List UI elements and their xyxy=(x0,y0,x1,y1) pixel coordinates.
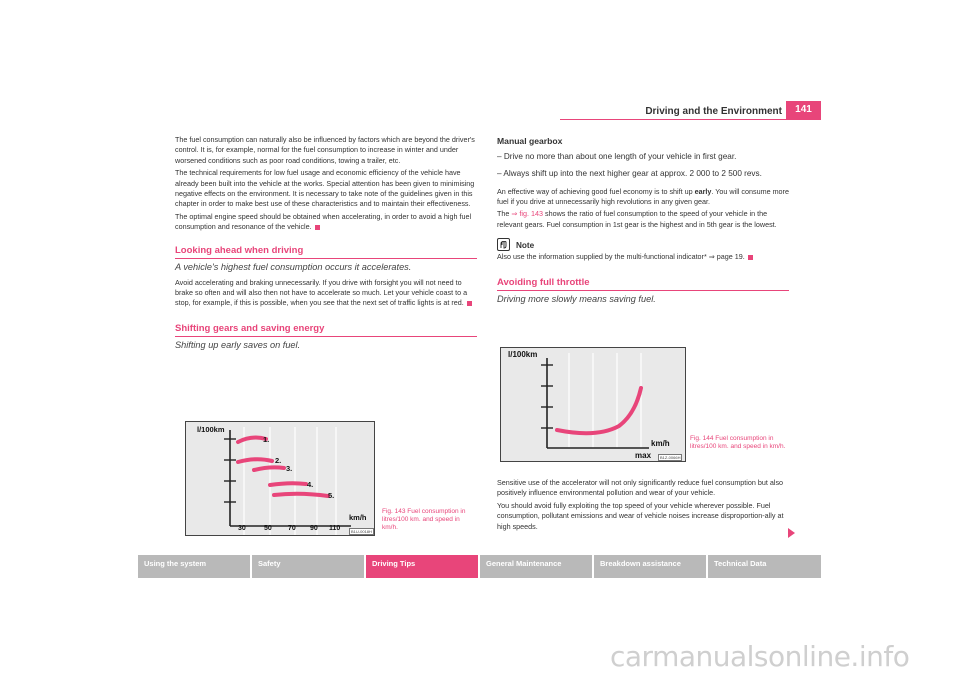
x-tick-50: 50 xyxy=(264,525,272,532)
figure-144-speed-consumption-chart xyxy=(500,347,686,462)
note-text: Also use the information supplied by the multi-functional indicator* ⇒ page 19. xyxy=(497,252,789,262)
figure-143-caption: Fig. 143 Fuel consumption in litres/100 km. and speed in km/h. xyxy=(382,508,466,531)
next-page-arrow-icon[interactable] xyxy=(788,528,795,538)
gear-label-5: 5. xyxy=(328,491,335,500)
right-column xyxy=(497,135,789,310)
left-column xyxy=(175,135,477,356)
figure-144-caption: Fig. 144 Fuel consumption in litres/100 km. and speed in km/h. xyxy=(690,435,786,450)
figure-143-gear-consumption-chart xyxy=(185,421,375,536)
header-rule xyxy=(560,119,821,120)
footer-tab-safety[interactable]: Safety xyxy=(252,555,364,578)
y-axis-label: l/100km xyxy=(508,350,538,359)
x-tick-30: 30 xyxy=(238,525,246,532)
end-marker-icon xyxy=(748,255,753,260)
gear-3-curve xyxy=(254,467,284,470)
paragraph: An effective way of achieving good fuel economy is to shift up early. You will consume more fuel if you drive at unnecessarily high revolutions in any given gear. xyxy=(497,186,789,206)
x-axis-unit: km/h xyxy=(651,439,670,448)
note-title: Note xyxy=(516,240,535,250)
watermark: carmanualsonline.info xyxy=(610,640,910,673)
gear-label-4: 4. xyxy=(307,480,314,489)
paragraph: You should avoid fully exploiting the top speed of your vehicle wherever possible. Fuel consumption, pollutant emissions and wear of vehicle noises increase disproportion-ally at high speeds. xyxy=(497,500,784,531)
section-heading-avoiding-full-throttle: Avoiding full throttle xyxy=(497,277,789,291)
paragraph: The ⇒ fig. 143 shows the ratio of fuel consumption to the speed of your vehicle in the relevant gears. Fuel consumption in 1st gear is the highest and in 5th gear is the lowest. xyxy=(497,209,777,229)
section-subtitle: A vehicle's highest fuel consumption occurs it accelerates. xyxy=(175,261,412,272)
gear-chart-svg xyxy=(186,422,374,535)
footer-tab-general-maintenance[interactable]: General Maintenance xyxy=(480,555,592,578)
section-heading-looking-ahead: Looking ahead when driving xyxy=(175,245,477,259)
gear-label-3: 3. xyxy=(286,464,293,473)
section-subtitle: Shifting up early saves on fuel. xyxy=(175,339,301,350)
note-block xyxy=(497,238,789,251)
instruction-step: – Drive no more than about one length of your vehicle in first gear. xyxy=(497,151,737,161)
page-number: 141 xyxy=(786,101,821,119)
paragraph: Avoid accelerating and braking unnecessarily. If you drive with forsight you will not need to brake so often and will also then not have to accelerate so much. Let your vehicle coast to a stop, for example, if this is possible, when you see that the next set of traffic lights is at red. xyxy=(175,278,477,309)
figure-code: B1Z-0066H xyxy=(660,455,681,460)
paragraph: The technical requirements for low fuel usage and economic efficiency of the vehicle have already been built into the vehicle at the works. Special attention has been given to minimising negative effects on the environment. It is necessary to take note of the guidelines given in this chapter in order to make best use of these characteristics and to maintain their effectiveness. xyxy=(175,168,475,209)
section-subtitle: Driving more slowly means saving fuel. xyxy=(497,293,656,304)
gear-5-curve xyxy=(274,494,328,496)
gear-4-curve xyxy=(270,483,306,485)
footer-tab-breakdown-assistance[interactable]: Breakdown assistance xyxy=(594,555,706,578)
running-header: Driving and the Environment xyxy=(645,106,782,117)
section-heading-shifting-gears: Shifting gears and saving energy xyxy=(175,323,477,337)
gear-label-2: 2. xyxy=(275,456,282,465)
paragraph: The fuel consumption can naturally also be influenced by factors which are beyond the driver's control. It is, for example, normal for the fuel consumption to increase in winter and under worsened conditions such as poor road conditions, towing a trailer, etc. xyxy=(175,135,475,165)
manual-gearbox-heading: Manual gearbox xyxy=(497,136,563,146)
x-axis-unit: km/h xyxy=(349,513,367,522)
x-tick-90: 90 xyxy=(310,525,318,532)
instruction-step: – Always shift up into the next higher gear at approx. 2 000 to 2 500 revs. xyxy=(497,169,762,178)
end-marker-icon xyxy=(315,225,320,230)
right-column-bottom xyxy=(497,478,789,534)
paragraph: The optimal engine speed should be obtained when accelerating, in order to avoid a high fuel consumption and resonance of the vehicle. xyxy=(175,211,472,232)
x-tick-70: 70 xyxy=(288,525,296,532)
figure-code: B1U-0018H xyxy=(351,529,372,534)
gear-1-curve xyxy=(238,438,266,442)
max-label: max xyxy=(635,451,652,460)
x-tick-110: 110 xyxy=(329,525,341,532)
gear-label-1: 1. xyxy=(263,435,270,444)
footer-tab-using-the-system[interactable]: Using the system xyxy=(138,555,250,578)
grid-lines xyxy=(244,427,336,535)
footer-tab-technical-data[interactable]: Technical Data xyxy=(708,555,821,578)
paragraph: Sensitive use of the accelerator will not only significantly reduce fuel consumption but also positively influence environmental pollution and wear of your vehicle. xyxy=(497,478,784,498)
y-axis-label: l/100km xyxy=(197,425,225,434)
gear-2-curve xyxy=(238,459,272,462)
end-marker-icon xyxy=(467,301,472,306)
footer-tab-driving-tips[interactable]: Driving Tips xyxy=(366,555,478,578)
fig-143-link[interactable]: ⇒ fig. 143 xyxy=(511,209,543,219)
note-icon xyxy=(497,238,510,251)
